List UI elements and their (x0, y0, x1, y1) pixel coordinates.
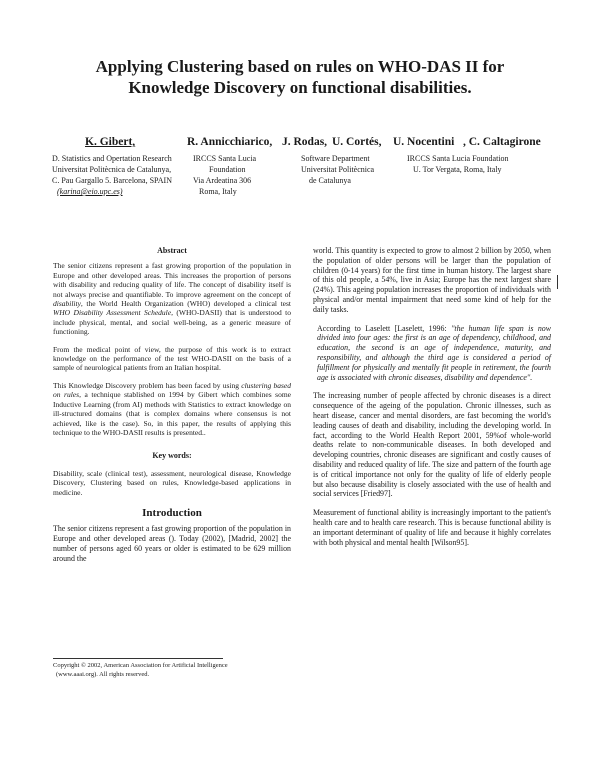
keywords-heading: Key words: (152, 451, 192, 461)
copyright-line-1: Copyright © 2002, American Association for Artificial Intelligence (53, 662, 228, 669)
introduction-heading: Introduction (142, 506, 202, 519)
author-nocentini: U. Nocentini (393, 136, 455, 148)
footnote-divider (53, 658, 223, 659)
body-paragraph-1: world. This quantity is expected to grow to almost 2 billion by 2050, when the population of older persons will be larger than the population of children (0-14 years) for the first time in human history. The largest share of this old people, a 54%, live in Asia; Europe has the next largest share (24%). This ageing population increases the proportion of individuals with physical and/or mental impairment that need some kind of help for the daily tasks. (313, 246, 551, 314)
affiliation-line: U. Tor Vergata, Roma, Italy (413, 165, 502, 174)
left-column (53, 246, 291, 572)
text-cursor-mark (557, 275, 558, 289)
title-line-2: Knowledge Discovery on functional disabilities. (128, 78, 472, 97)
affiliation-line: C. Pau Gargallo 5. Barcelona, SPAIN (52, 176, 172, 185)
title-line-1: Applying Clustering based on rules on WHO-DAS II for (95, 57, 505, 76)
affiliation-line: Software Department (301, 154, 370, 163)
body-paragraph-3: The increasing number of people affected by chronic diseases is a direct consequence of the ageing of the population. Chronic illnesses, such as heart disease, cancer and mental disorders, are fast becoming the world's leading causes of death and disability, including the developing world. In fact, according to the World Health Report 2001, 59%of whole-world deaths relate to non-communicable diseases. In both developed and developing countries, chronic diseases are significant and costly causes of disability and reduced quality of life. The size and pattern of the fourth age is of critical importance not only for the quality of life of elderly people but also because disability is closely associated with the use of health and social services [Fried97]. (313, 391, 551, 499)
affiliation-irccs-1 (193, 153, 256, 197)
author-cortes: U. Cortés, (332, 136, 382, 148)
affiliation-line: de Catalunya (309, 176, 351, 185)
affiliation-line: IRCCS Santa Lucia (193, 154, 257, 163)
affiliation-line: Roma, Italy (199, 187, 237, 196)
affiliation-line: Foundation (209, 165, 246, 174)
affiliation-line: Via Ardeatina 306 (193, 176, 252, 185)
affiliation-line: Universitat Politècnica de Catalunya, (52, 165, 172, 174)
paper-title (40, 56, 560, 98)
affiliation-irccs-2 (407, 153, 509, 175)
abstract-heading: Abstract (157, 246, 187, 255)
affiliation-software (301, 153, 374, 186)
affiliation-line: IRCCS Santa Lucia Foundation (407, 154, 509, 163)
abstract-paragraph-2: From the medical point of view, the purpose of this work is to extract knowledge on the performance of the test WHO-DASII on the basis of a sample of neurological patients from an Italian hospital. (53, 344, 291, 373)
author-caltagirone: , C. Caltagirone (463, 136, 541, 148)
affiliation-email[interactable]: (karina@eio.upc.es) (57, 187, 123, 196)
body-paragraph-2: According to Laselett [Laselett, 1996: ''the human life span is now divided into four ages: the first is an age of dependency, childhood, and education, the second is an age of independence, maturity, and responsibility, and although the third age is considered a period of fulfillment for physically and mentally fit people in retirement, the fourth age is associated with chronic diseases, disability and dependence''. (317, 323, 551, 382)
abstract-paragraph-1: The senior citizens represent a fast growing proportion of the population in Europe and other developed areas. This increases the proportion of persons with disability and reducing quality of life. The concept of disability itself is not always precise and quantifiable. To improve agreement on the concept of disability, the World Health Organization (WHO) developed a clinical test WHO Disability Assessment Schedule, (WHO-DASII) that is understood to include physical, mental, and social well-being, as a generic measure of functioning. (53, 261, 291, 337)
affiliation-upc (52, 153, 172, 197)
author-gibert: K. Gibert, (85, 136, 136, 148)
author-rodas: J. Rodas, (282, 136, 328, 148)
affiliation-line: Universitat Politècnica (301, 165, 375, 174)
right-column (313, 246, 551, 556)
affiliation-line: D. Statistics and Opertation Research (52, 154, 172, 163)
copyright-line-2: (www.aaai.org). All rights reserved. (56, 670, 150, 678)
author-annicchiarico: R. Annicchiarico, (187, 136, 273, 148)
keywords-text: Disability, scale (clinical test), assessment, neurological disease, Knowledge Discovery, Clustering based on rules, Knowledge-based applications in medicine. (53, 468, 291, 497)
body-paragraph-4: Measurement of functional ability is increasingly important to the patient's health care and to health care research. This is because functional ability is an important determinant of quality of life and because it highly correlates with both physical and mental health [Wilson95]. (313, 508, 551, 547)
introduction-text: The senior citizens represent a fast growing proportion of the population in Europe and other developed areas (). Today (2002), [Madrid, 2002] the number of persons aged 60 years or older is estimated to be 629 million around the (53, 524, 291, 563)
abstract-paragraph-3: This Knowledge Discovery problem has been faced by using clustering based on rules, a technique stablished on 1994 by Gibert which combines some Inductive Learning (from AI) methods with Statistics to extract knowledge on ill-structured domains (that is complex domains where consensus is not achieved, like is the case). So, in this paper, the results of applying this technique to the WHO-DASII results is presented.. (53, 380, 292, 437)
copyright-notice (53, 662, 293, 679)
